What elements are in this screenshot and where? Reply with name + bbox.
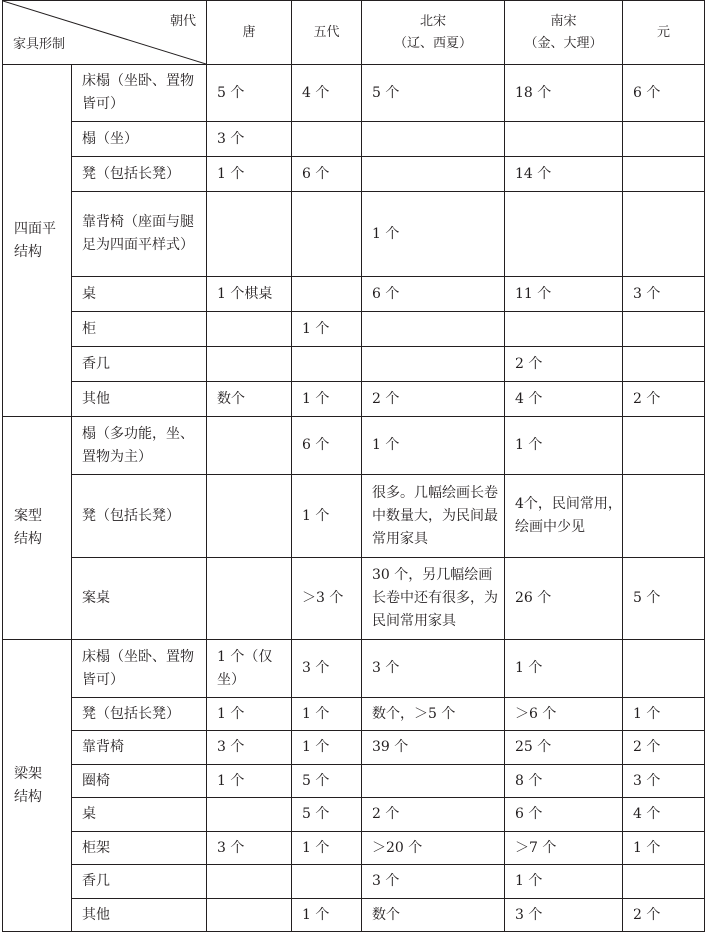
corner-header [3,1,207,65]
cell-yuan: 1 个 [623,698,705,731]
item-cell: 案桌 [72,558,207,640]
cell-wudai [292,277,362,312]
cell-nansong: 1 个 [505,417,623,475]
cell-tang [207,558,292,640]
cell-tang: 1 个 [207,157,292,192]
cell-beisong: 3 个 [362,865,505,899]
cell-wudai: 5 个 [292,765,362,798]
cell-wudai: 6 个 [292,157,362,192]
cell-beisong [362,312,505,347]
table-header [3,1,705,65]
cell-tang [207,899,292,932]
cell-nansong: 4个，民间常用，绘画中少见 [505,475,623,558]
cell-yuan: 2 个 [623,731,705,765]
cell-yuan [623,192,705,277]
cell-wudai: 1 个 [292,475,362,558]
corner-top-label: 朝代 [169,14,196,29]
cell-beisong: 数个 [362,899,505,932]
cell-tang: 1 个 [207,698,292,731]
cell-nansong: 18 个 [505,65,623,122]
item-cell: 桌 [72,277,207,312]
header-row [3,1,705,65]
cell-beisong: 3 个 [362,640,505,698]
era-header-yuan: 元 [623,1,705,65]
era-header-nansong: 南宋 （金、大理） [505,1,623,65]
cell-nansong: 1 个 [505,865,623,899]
group-label: 四面平 结构 [3,65,72,417]
item-cell: 其他 [72,382,207,417]
cell-tang: 3 个 [207,731,292,765]
table-row [3,312,705,347]
table-row [3,347,705,382]
item-cell: 床榻（坐卧、置物皆可） [72,65,207,122]
cell-wudai: 6 个 [292,417,362,475]
table-row [3,157,705,192]
cell-tang [207,798,292,832]
cell-nansong: 4 个 [505,382,623,417]
table-row [3,731,705,765]
cell-beisong: 1 个 [362,417,505,475]
cell-wudai [292,122,362,157]
cell-beisong: 30 个，另几幅绘画长卷中还有很多，为民间常用家具 [362,558,505,640]
item-cell: 床榻（坐卧、置物皆可） [72,640,207,698]
cell-tang [207,347,292,382]
table-row [3,122,705,157]
cell-wudai: 5 个 [292,798,362,832]
table-row [3,640,705,698]
cell-nansong: 8 个 [505,765,623,798]
cell-yuan [623,865,705,899]
item-cell: 凳（包括长凳） [72,698,207,731]
furniture-table [2,0,705,932]
cell-tang [207,475,292,558]
cell-yuan: 3 个 [623,277,705,312]
cell-wudai: 1 个 [292,731,362,765]
cell-wudai [292,347,362,382]
cell-beisong: ＞20 个 [362,832,505,865]
cell-yuan [623,312,705,347]
cell-wudai: 1 个 [292,832,362,865]
cell-tang: 1 个（仅坐） [207,640,292,698]
cell-wudai: 1 个 [292,312,362,347]
cell-yuan: 1 个 [623,832,705,865]
cell-beisong [362,122,505,157]
item-cell: 香几 [72,347,207,382]
group-label: 案型 结构 [3,417,72,640]
cell-tang: 3 个 [207,122,292,157]
cell-nansong: 3 个 [505,899,623,932]
cell-wudai: 1 个 [292,899,362,932]
table-row [3,277,705,312]
cell-yuan: 3 个 [623,765,705,798]
item-cell: 柜 [72,312,207,347]
cell-beisong: 数个，＞5 个 [362,698,505,731]
cell-yuan: 5 个 [623,558,705,640]
cell-beisong [362,765,505,798]
cell-tang [207,865,292,899]
cell-yuan: 2 个 [623,899,705,932]
cell-beisong [362,347,505,382]
cell-nansong: 1 个 [505,640,623,698]
cell-nansong: ＞6 个 [505,698,623,731]
item-cell: 靠背椅 [72,731,207,765]
cell-yuan [623,640,705,698]
cell-beisong: 2 个 [362,798,505,832]
cell-yuan [623,157,705,192]
item-cell: 桌 [72,798,207,832]
item-cell: 靠背椅（座面与腿足为四面平样式） [72,192,207,277]
era-header-tang: 唐 [207,1,292,65]
cell-yuan [623,417,705,475]
group-label: 梁架 结构 [3,640,72,932]
cell-nansong: ＞7 个 [505,832,623,865]
item-cell: 榻（多功能，坐、置物为主） [72,417,207,475]
table-row [3,65,705,122]
cell-beisong: 39 个 [362,731,505,765]
cell-beisong: 1 个 [362,192,505,277]
item-cell: 其他 [72,899,207,932]
cell-tang [207,312,292,347]
cell-yuan: 2 个 [623,382,705,417]
cell-yuan [623,347,705,382]
cell-tang: 1 个棋桌 [207,277,292,312]
cell-beisong: 很多。几幅绘画长卷中数量大，为民间最常用家具 [362,475,505,558]
table-row [3,382,705,417]
cell-nansong [505,192,623,277]
cell-nansong: 14 个 [505,157,623,192]
cell-beisong: 5 个 [362,65,505,122]
item-cell: 凳（包括长凳） [72,475,207,558]
cell-tang: 5 个 [207,65,292,122]
cell-nansong: 2 个 [505,347,623,382]
cell-yuan: 4 个 [623,798,705,832]
cell-beisong: 2 个 [362,382,505,417]
table-body [3,65,705,932]
cell-nansong: 6 个 [505,798,623,832]
cell-wudai: 4 个 [292,65,362,122]
cell-wudai [292,865,362,899]
table-row [3,798,705,832]
cell-nansong [505,122,623,157]
table-row [3,558,705,640]
table-row [3,899,705,932]
item-cell: 香几 [72,865,207,899]
cell-yuan: 6 个 [623,65,705,122]
era-header-beisong: 北宋 （辽、西夏） [362,1,505,65]
table-row [3,865,705,899]
cell-beisong: 6 个 [362,277,505,312]
item-cell: 凳（包括长凳） [72,157,207,192]
table-row [3,698,705,731]
cell-nansong: 11 个 [505,277,623,312]
era-header-wudai: 五代 [292,1,362,65]
cell-nansong: 25 个 [505,731,623,765]
cell-nansong: 26 个 [505,558,623,640]
cell-tang [207,192,292,277]
item-cell: 柜架 [72,832,207,865]
table-row [3,765,705,798]
table-row [3,192,705,277]
cell-tang [207,417,292,475]
table-row [3,475,705,558]
cell-tang: 3 个 [207,832,292,865]
corner-bottom-label: 家具形制 [13,37,66,52]
item-cell: 榻（坐） [72,122,207,157]
table-row [3,417,705,475]
cell-wudai: 3 个 [292,640,362,698]
cell-beisong [362,157,505,192]
cell-tang: 数个 [207,382,292,417]
cell-yuan [623,122,705,157]
cell-tang: 1 个 [207,765,292,798]
cell-wudai: 1 个 [292,382,362,417]
cell-wudai [292,192,362,277]
cell-wudai: ＞3 个 [292,558,362,640]
cell-nansong [505,312,623,347]
cell-wudai: 1 个 [292,698,362,731]
item-cell: 圈椅 [72,765,207,798]
cell-yuan [623,475,705,558]
table-row [3,832,705,865]
